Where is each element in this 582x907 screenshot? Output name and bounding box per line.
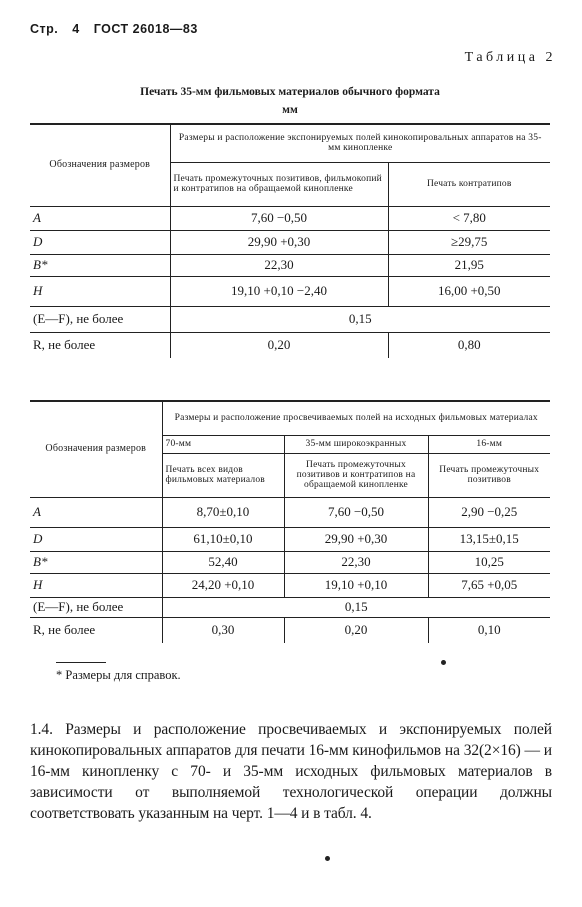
- dimension-label: (E—F), не более: [30, 597, 162, 617]
- cell-value: 24,20 +0,10: [162, 573, 284, 597]
- column-header: Печать контратипов: [388, 162, 550, 206]
- page-label: Стр.: [30, 22, 59, 36]
- cell-value: 7,65 +0,05: [428, 573, 550, 597]
- cell-value: 7,60 −0,50: [284, 497, 428, 527]
- cell-value: 22,30: [284, 551, 428, 573]
- table-row: [30, 276, 550, 306]
- dimensions-table-2: [30, 400, 550, 643]
- column-header: Печать промежуточных позитивов: [428, 453, 550, 497]
- cell-value: 19,10 +0,10: [284, 573, 428, 597]
- cell-value: < 7,80: [388, 206, 550, 230]
- table-title: [30, 83, 550, 119]
- cell-value: 2,90 −0,25: [428, 497, 550, 527]
- row-header: Обозначения размеров: [30, 401, 162, 497]
- table-unit: мм: [282, 104, 298, 116]
- group-header: Размеры и расположение просвечиваемых полей на исходных фильмовых материалах: [162, 401, 550, 435]
- dimension-label: R, не более: [30, 617, 162, 643]
- footnote-divider: [56, 662, 106, 663]
- table-row: [30, 527, 550, 551]
- dimension-symbol: H: [30, 573, 162, 597]
- table-row: [30, 551, 550, 573]
- dimension-symbol: B*: [30, 254, 170, 276]
- cell-value: ≥29,75: [388, 230, 550, 254]
- page-header: [30, 22, 208, 36]
- table-title-text: Печать 35-мм фильмовых материалов обычного формата: [140, 86, 440, 98]
- cell-value: 0,20: [170, 332, 388, 358]
- cell-value: 52,40: [162, 551, 284, 573]
- table-row: [30, 254, 550, 276]
- dimension-symbol: A: [30, 206, 170, 230]
- table-row: [30, 597, 550, 617]
- body-paragraph: 1.4. Размеры и расположение просвечиваемых и экспонируемых полей кинокопировальных аппаратов для печати 16-мм кинофильмов на 32(2×16) — и 16-мм кинопленку с 70- и 35-мм исходных фильмовых материалов в зависимости от выполняемой технологической операции должны соответствовать указанным на черт. 1—4 и в табл. 4.: [30, 721, 552, 822]
- cell-value: 0,10: [428, 617, 550, 643]
- table-row: [30, 332, 550, 358]
- row-header: Обозначения размеров: [30, 124, 170, 206]
- dimension-symbol: A: [30, 497, 162, 527]
- table-label: Таблица 2: [464, 50, 556, 65]
- cell-value: 10,25: [428, 551, 550, 573]
- print-speck: [325, 856, 330, 861]
- cell-value: 61,10±0,10: [162, 527, 284, 551]
- dimension-symbol: H: [30, 276, 170, 306]
- cell-value: 29,90 +0,30: [284, 527, 428, 551]
- cell-value: 7,60 −0,50: [170, 206, 388, 230]
- column-header: Печать промежуточных позитивов, фильмокопий и контратипов на обращаемой кинопленке: [170, 162, 388, 206]
- table-row: [30, 230, 550, 254]
- table-row: [30, 497, 550, 527]
- table-row: [30, 206, 550, 230]
- subgroup-header: 70-мм: [162, 435, 284, 453]
- group-header: Размеры и расположение экспонируемых полей кинокопировальных аппаратов на 35-мм кинопленке: [170, 124, 550, 162]
- column-header: Печать промежуточных позитивов и контратипов на обращаемой кинопленке: [284, 453, 428, 497]
- cell-value: 19,10 +0,10 −2,40: [170, 276, 388, 306]
- subgroup-header: 16-мм: [428, 435, 550, 453]
- cell-value: 0,80: [388, 332, 550, 358]
- table-row: [30, 573, 550, 597]
- cell-value: 16,00 +0,50: [388, 276, 550, 306]
- cell-value: 21,95: [388, 254, 550, 276]
- footnote: * Размеры для справок.: [56, 668, 181, 682]
- table-row: [30, 617, 550, 643]
- dimension-symbol: B*: [30, 551, 162, 573]
- cell-value: 8,70±0,10: [162, 497, 284, 527]
- subgroup-header: 35-мм широкоэкранных: [284, 435, 428, 453]
- cell-value: 0,30: [162, 617, 284, 643]
- page-number: 4: [72, 22, 80, 36]
- dimension-symbol: D: [30, 527, 162, 551]
- dimension-symbol: D: [30, 230, 170, 254]
- cell-value: 29,90 +0,30: [170, 230, 388, 254]
- standard-code: ГОСТ 26018—83: [93, 22, 198, 36]
- cell-value: 0,15: [170, 306, 550, 332]
- dimension-label: R, не более: [30, 332, 170, 358]
- cell-value: 0,20: [284, 617, 428, 643]
- cell-value: 13,15±0,15: [428, 527, 550, 551]
- cell-value: 0,15: [162, 597, 550, 617]
- cell-value: 22,30: [170, 254, 388, 276]
- column-header: Печать всех видов фильмовых материалов: [162, 453, 284, 497]
- table-row: [30, 306, 550, 332]
- dimensions-table-1: [30, 123, 550, 358]
- print-speck: [441, 660, 446, 665]
- dimension-label: (E—F), не более: [30, 306, 170, 332]
